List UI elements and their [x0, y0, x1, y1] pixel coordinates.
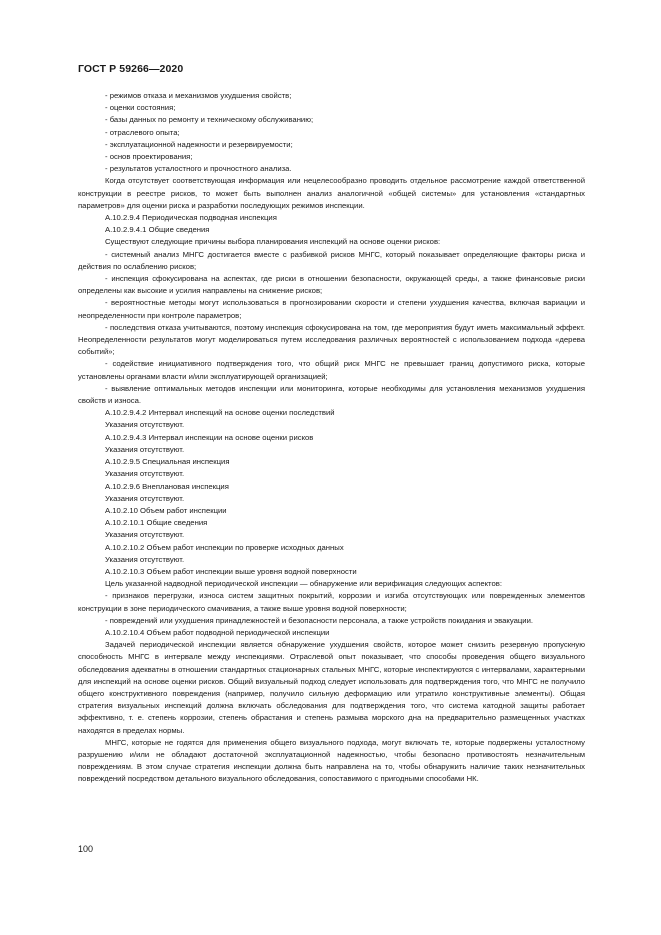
- paragraph: - эксплуатационной надежности и резервируемости;: [105, 139, 293, 149]
- paragraph: Указания отсутствуют.: [105, 469, 185, 479]
- paragraph: - результатов усталостного и прочностного анализа.: [105, 164, 292, 174]
- paragraph: - базы данных по ремонту и техническому обслуживанию;: [105, 115, 314, 125]
- paragraph: - системный анализ МНГС достигается вместе с разбивкой рисков МНГС, который показывает определяющие факторы риска и действия по ослаблению рисков;: [78, 249, 585, 271]
- paragraph: А.10.2.9.6 Внеплановая инспекция: [105, 481, 229, 491]
- paragraph: А.10.2.9.5 Специальная инспекция: [105, 457, 230, 467]
- document-header: ГОСТ Р 59266—2020: [78, 63, 184, 75]
- paragraph: - режимов отказа и механизмов ухудшения свойств;: [105, 91, 292, 100]
- paragraph: - инспекция сфокусирована на аспектах, где риски в отношении безопасности, окружающей среды, а также финансовые риски определены как высокие и усилия направлены на снижение рисков;: [78, 274, 585, 296]
- document-body: [78, 90, 585, 786]
- paragraph: - повреждений или ухудшения принадлежностей и безопасности персонала, а также устройств покидания и эвакуации.: [105, 615, 534, 625]
- paragraph: Существуют следующие причины выбора планирования инспекций на основе оценки рисков:: [105, 237, 441, 247]
- page-number: 100: [78, 844, 94, 854]
- paragraph: А.10.2.10 Объем работ инспекции: [105, 505, 227, 515]
- paragraph: А.10.2.10.4 Объем работ подводной периодической инспекции: [105, 627, 330, 637]
- paragraph: Задачей периодической инспекции является обнаружение ухудшения свойств, которое может снизить резервную пропускную способность МНГС в интервале между инспекциями. Отраслевой опыт показывает, что способы проведения общего визуального обследования адекватны в отношении стандартных стационарных стальных МНГС, которые инспектируются с интервалами, характерными для инспекций на основе оценки рисков. Общий визуальный подход следует использовать для подтверждения того, что МНГС не получило общего конструктивного повреждения (например, получило сильную деформацию или утратило конструктивные элементы). Общая стратегия визуальных инспекций должна включать обследования для подтверждения того, что система катодной защиты работает эффективно, т. е. степень коррозии, степень обрастания и степень размыва морского дна на предварительно размещенных участках находятся в пределах нормы.: [78, 640, 585, 735]
- paragraph: А.10.2.9.4.3 Интервал инспекции на основе оценки рисков: [105, 432, 314, 442]
- paragraph: Указания отсутствуют.: [105, 420, 185, 430]
- paragraph: Указания отсутствуют.: [105, 444, 185, 454]
- paragraph: - вероятностные методы могут использоваться в прогнозировании скорости и степени ухудшения качества, включая вариации и неопределенности при контроле параметров;: [78, 298, 585, 320]
- paragraph: А.10.2.10.3 Объем работ инспекции выше уровня водной поверхности: [105, 566, 357, 576]
- paragraph: - выявление оптимальных методов инспекции или мониторинга, которые необходимы для установления механизмов ухудшения свойств и износа.: [78, 383, 585, 406]
- paragraph: Цель указанной надводной периодической инспекции — обнаружение или верификация следующих аспектов:: [105, 579, 502, 589]
- paragraph: - отраслевого опыта;: [105, 127, 180, 137]
- paragraph: А.10.2.10.2 Объем работ инспекции по проверке исходных данных: [105, 542, 344, 552]
- paragraph: - последствия отказа учитываются, поэтому инспекция сфокусирована на том, где мероприятия будут иметь максимальный эффект. Неопределенности результатов могут моделироваться путем исследования различных вероятностей с использованием подхода «дерева событий»;: [78, 322, 585, 357]
- paragraph: - содействие инициативного подтверждения того, что общий риск МНГС не превышает границ допустимого риска, которые установлены органами власти и/или эксплуатирующей организацией;: [78, 359, 585, 381]
- paragraph: А.10.2.9.4.1 Общие сведения: [105, 225, 210, 235]
- paragraph: Указания отсутствуют.: [105, 530, 185, 540]
- paragraph: А.10.2.10.1 Общие сведения: [105, 518, 208, 528]
- paragraph: - оценки состояния;: [105, 103, 176, 113]
- paragraph: Когда отсутствует соответствующая информация или нецелесообразно проводить отдельное рассмотрение каждой ответственной конструкции в реестре рисков, то может быть выполнен анализ аналогичной «общей системы» для установления «стандартных параметров» для оценки риска и разработки последующих режимов инспекции.: [78, 176, 585, 210]
- paragraph: Указания отсутствуют.: [105, 554, 185, 564]
- paragraph: МНГС, которые не годятся для применения общего визуального подхода, могут включать те, которые подвержены усталостному разрушению и/или не обладают достаточной эксплуатационной надежностью, чтобы безопасно противостоять незначительным повреждениям. В этом случае стратегия инспекции должна быть направлена на то, чтобы обнаружить наличие таких незначительных повреждений посредством детального визуального обследования, сопоставимого с пригодными способами НК.: [78, 737, 585, 784]
- paragraph: Указания отсутствуют.: [105, 493, 185, 503]
- paragraph: А.10.2.9.4 Периодическая подводная инспекция: [105, 213, 277, 223]
- paragraph: - основ проектирования;: [105, 152, 193, 162]
- paragraph: - признаков перегрузки, износа систем защитных покрытий, коррозии и изгиба отсутствующих или поврежденных элементов конструкции в зоне периодического смачивания, а также выше уровня водной поверхности;: [78, 591, 585, 613]
- paragraph: А.10.2.9.4.2 Интервал инспекций на основе оценки последствий: [105, 408, 335, 418]
